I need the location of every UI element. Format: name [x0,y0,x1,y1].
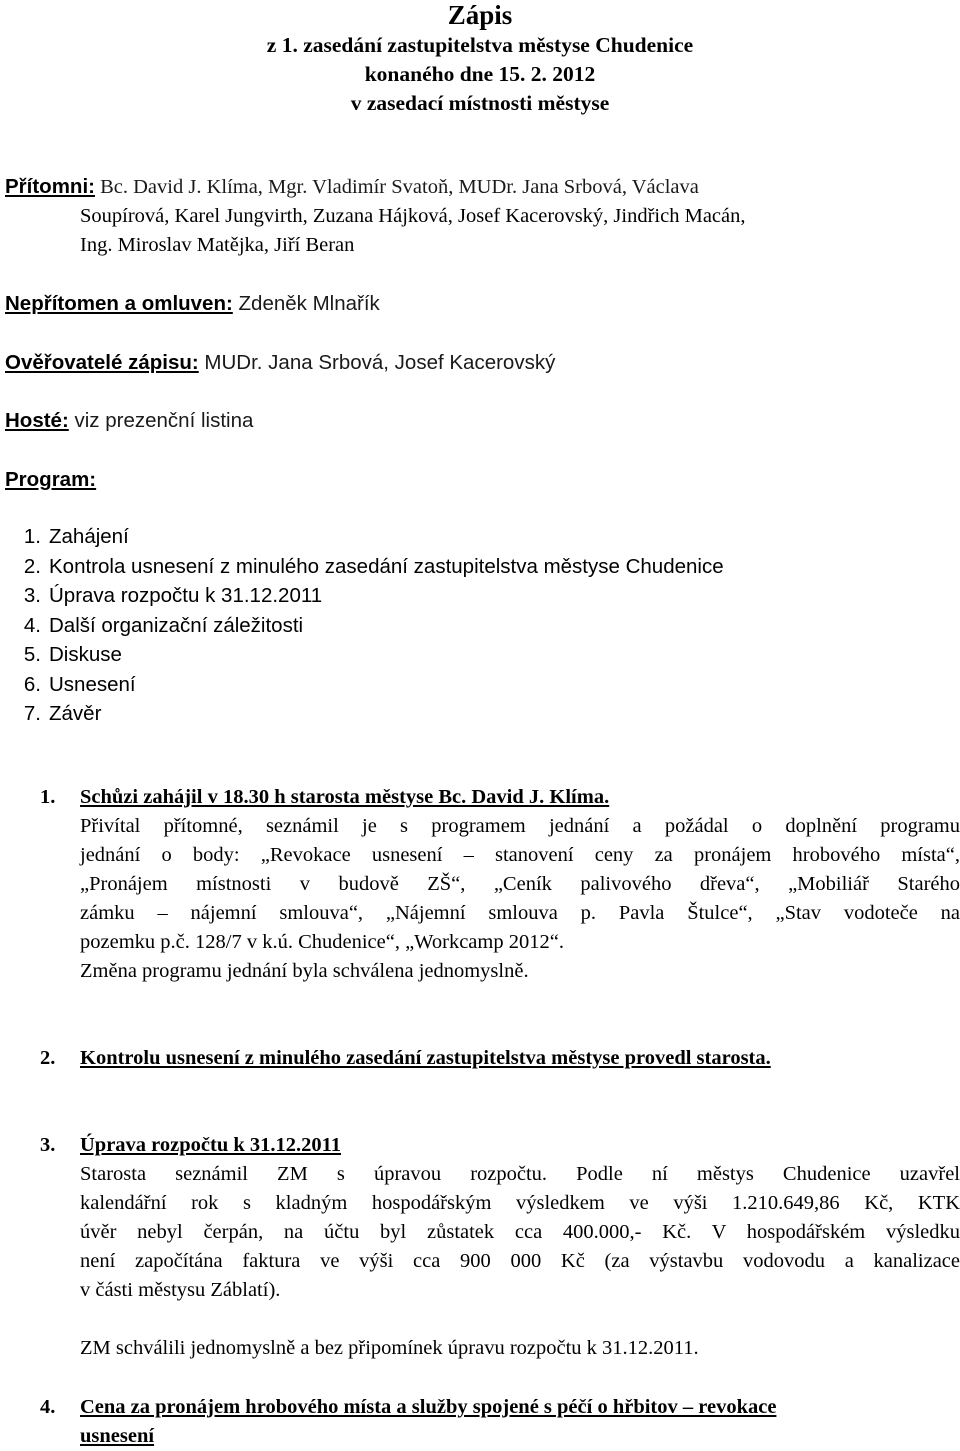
section-3 [40,1131,960,1363]
program-heading [5,465,955,494]
section-4-heading: 4. Cena za pronájem hrobového místa a služby spojené s péčí o hřbitov – revokace usnesení [40,1396,777,1447]
program-label: Program: [5,468,97,491]
absent-field [5,289,955,318]
document-subtitle-date: konaného dne 15. 2. 2012 [364,62,596,86]
section-2-heading: 2. Kontrolu usnesení z minulého zasedání zastupitelstva městyse provedl starosta. [40,1047,771,1069]
section-3-body: Starosta seznámil ZM s úpravou rozpočtu. Podle ní městys Chudenice uzavřel kalendářní rok s kladným hospodářským výsledkem ve výši 1.210.649,86 Kč, KTK úvěr nebyl čerpán, na účtu byl zůstatek cca 400.000,- Kč. V hospodářském výsledku není započítána faktura ve výši cca 900 000 Kč (za výstavbu vodovodu a kanalizace v části městysu Záblatí). ZM schválili jednomyslně a bez připomínek úpravu rozpočtu k 31.12.2011. [80,1163,960,1359]
present-block [5,172,955,260]
present-value-1: Bc. David J. Klíma, Mgr. Vladimír Svatoň, MUDr. Jana Srbová, Václava [100,176,699,198]
present-line-3: Ing. Miroslav Matějka, Jiří Beran [80,234,355,256]
section-1-body: Přivítal přítomné, seznámil je s programem jednání a požádal o doplnění programu jednání o body: „Revokace usnesení – stanovení ceny za pronájem hrobového místa“, „Pronájem místnosti v budově ZŠ“, „Ceník palivového dřeva“, „Mobiliář Starého zámku – nájemní smlouva“, „Nájemní smlouva p. Pavla Štulce“, „Stav vodoteče na pozemku p.č. 128/7 v k.ú. Chudenice“, „Workcamp 2012“. Změna programu jednání byla schválena jednomyslně. [80,815,960,982]
present-line-1 [5,172,955,202]
program-item: 4. Další organizační záležitosti [23,613,304,637]
present-label: Přítomni: [5,175,95,198]
program-item: 3. Úprava rozpočtu k 31.12.2011 [23,584,323,607]
verifiers-label: Ověřovatelé zápisu: [5,351,199,374]
document-subtitle-meeting: z 1. zasedání zastupitelstva městyse Chudenice [266,33,694,57]
program-item: 5. Diskuse [23,643,122,666]
section-4 [40,1393,960,1451]
verifiers-field [5,348,955,377]
program-item: 2. Kontrola usnesení z minulého zasedání zastupitelstva městyse Chudenice [23,554,724,578]
absent-label: Nepřítomen a omluven: [5,292,233,315]
absent-value: Zdeněk Mlnařík [238,292,380,315]
guests-field [5,406,955,435]
program-item: 1. Zahájení [23,525,129,548]
document-subtitle-place: v zasedací místnosti městyse [350,91,610,115]
section-1-heading: 1. Schůzi zahájil v 18.30 h starosta městyse Bc. David J. Klíma. [40,786,610,808]
section-3-heading: 3. Úprava rozpočtu k 31.12.2011 [40,1134,342,1156]
verifiers-value: MUDr. Jana Srbová, Josef Kacerovský [204,351,556,374]
section-2 [40,1044,960,1073]
present-line-2: Soupírová, Karel Jungvirth, Zuzana Hájková, Josef Kacerovský, Jindřich Macán, [80,205,746,227]
program-list [5,522,905,729]
program-item: 7. Závěr [23,702,102,725]
guests-value: viz prezenční listina [74,409,254,432]
section-1 [40,783,960,986]
document-title: Zápis [447,0,513,30]
guests-label: Hosté: [5,409,69,432]
program-item: 6. Usnesení [23,672,136,696]
